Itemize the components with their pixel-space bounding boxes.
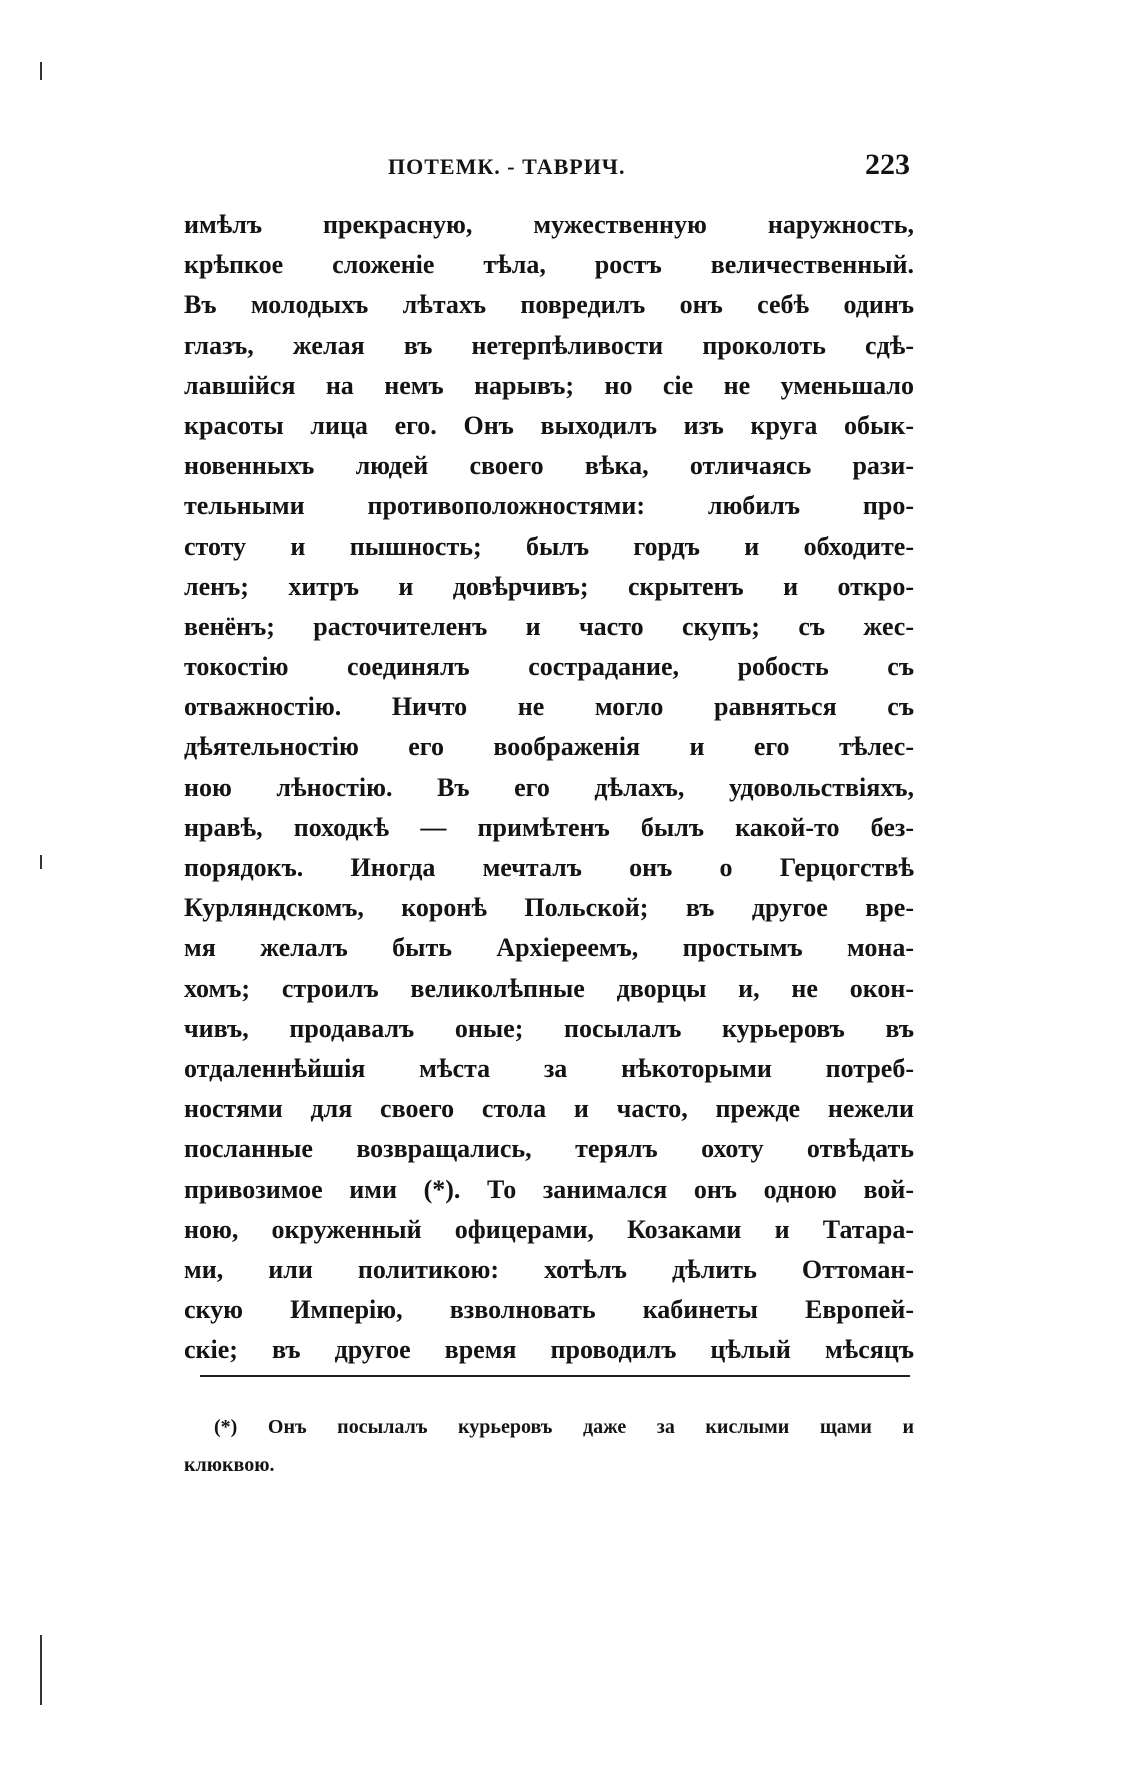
footnote-divider	[200, 1375, 910, 1377]
text-line: чивъ, продавалъ оные; посылалъ курьеровъ въ	[184, 1013, 914, 1043]
text-line: новенныхъ людей своего вѣка, отличаясь рази-	[184, 451, 914, 481]
text-line: нравѣ, походкѣ — примѣтенъ былъ какой-то без-	[184, 812, 914, 842]
text-line: стоту и пышность; былъ гордъ и обходите-	[184, 531, 914, 561]
text-line: токостію соединялъ сострадание, робость съ	[184, 652, 914, 682]
text-line: отдаленнѣйшія мѣста за нѣкоторыми потреб-	[184, 1053, 914, 1083]
text-line: крѣпкое сложеніе тѣла, ростъ величественный.	[184, 250, 914, 280]
text-line: порядокъ. Иногда мечталъ онъ о Герцогствѣ	[184, 853, 914, 882]
page-number: 223	[865, 148, 910, 181]
scan-edge-mark	[40, 62, 42, 80]
scan-edge-mark	[40, 855, 42, 869]
text-line: Курляндскомъ, коронѣ Польской; въ другое вре-	[184, 893, 914, 923]
text-line: Въ молодыхъ лѣтахъ повредилъ онъ себѣ одинъ	[184, 290, 914, 320]
scan-edge-mark	[40, 1635, 42, 1705]
text-line: мя желалъ быть Архіереемъ, простымъ мона-	[184, 933, 914, 963]
text-line: красоты лица его. Онъ выходилъ изъ круга обык-	[184, 410, 914, 440]
footnote-line: клюквою.	[184, 1454, 275, 1476]
text-line: отважностію. Ничто не могло равняться съ	[184, 692, 914, 722]
text-line: скую Имперію, взволновать кабинеты Европей-	[184, 1295, 914, 1325]
footnote	[184, 1408, 914, 1484]
text-line: глазъ, желая въ нетерпѣливости проколоть сдѣ-	[184, 330, 914, 360]
text-line: венёнъ; расточителенъ и часто скупъ; съ жес-	[184, 611, 914, 641]
text-line: ностями для своего стола и часто, прежде нежели	[184, 1094, 914, 1124]
text-line: ми, или политикою: хотѣлъ дѣлить Оттоман-	[184, 1254, 914, 1284]
text-line: хомъ; строилъ великолѣпные дворцы и, не окон-	[184, 973, 914, 1003]
text-line: дѣятельностію его воображенія и его тѣлес-	[184, 732, 914, 762]
text-line: ною, окруженный офицерами, Козаками и Татара-	[184, 1214, 914, 1244]
text-line: ленъ; хитръ и довѣрчивъ; скрытенъ и откро-	[184, 571, 914, 601]
text-line: лавшійся на немъ нарывъ; но сіе не уменьшало	[184, 370, 914, 400]
text-line: ною лѣностію. Въ его дѣлахъ, удовольствіяхъ,	[184, 772, 914, 802]
text-line: скіе; въ другое время проводилъ цѣлый мѣсяцъ	[184, 1335, 914, 1365]
body-text	[184, 205, 914, 1370]
footnote-line: (*) Онъ посылалъ курьеровъ даже за кислыми щами и	[214, 1416, 914, 1438]
running-head: ПОТЕМК. - ТАВРИЧ.	[388, 154, 626, 179]
text-line: посланные возвращались, терялъ охоту отвѣдать	[184, 1134, 914, 1164]
text-line: тельными противоположностями: любилъ про-	[184, 491, 914, 521]
page-header	[180, 148, 910, 188]
text-line: имѣлъ прекрасную, мужественную наружность,	[184, 210, 914, 239]
text-line: привозимое ими (*). То занимался онъ одною вой-	[184, 1174, 914, 1204]
